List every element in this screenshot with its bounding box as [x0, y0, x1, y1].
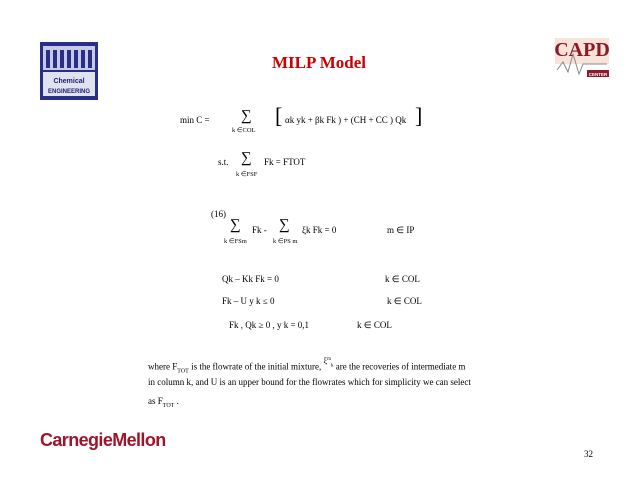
explanation-text: where F [148, 361, 178, 372]
xi-symbol: $\xi^m_k$ [323, 356, 334, 369]
st-body: Fk = FTOT [264, 157, 306, 167]
eq16-sum2-index: k ∈PS m [273, 238, 298, 245]
constraint-3-condition: k ∈ COL [357, 320, 392, 330]
objective-sum-symbol: ∑ [241, 108, 252, 124]
st-sum-index: k ∈FSF [236, 171, 258, 178]
objective-right-bracket: ] [415, 103, 423, 128]
svg-text:ENGINEERING: ENGINEERING [47, 89, 91, 95]
explanation-text: is the flowrate of the initial mixture, [188, 361, 322, 372]
explanation-subscript: TOT [162, 402, 175, 409]
st-prefix: s.t. [218, 157, 229, 167]
eq16-sum1-symbol: ∑ [230, 217, 241, 233]
objective-sum-index: k ∈COL [232, 127, 256, 134]
eq16-sum2-symbol: ∑ [279, 217, 290, 233]
explanation-text: as F [148, 396, 163, 406]
slide-title: MILP Model [272, 53, 366, 72]
st-sum-symbol: ∑ [241, 150, 252, 166]
explanation-text: . [176, 396, 179, 406]
constraint-1: Qk – Kk Fk = 0 [222, 274, 279, 284]
objective-prefix: min C = [180, 115, 210, 125]
svg-text:CAPD: CAPD [554, 39, 610, 61]
constraint-1-condition: k ∈ COL [385, 274, 420, 284]
objective-left-bracket: [ [275, 103, 283, 128]
svg-text:CENTER: CENTER [588, 72, 608, 77]
page-number: 32 [584, 449, 593, 459]
eq16-condition: m ∈ IP [387, 225, 415, 235]
explanation-line-3 [148, 393, 179, 415]
eq16-sum1-index: k ∈FSm [224, 238, 247, 245]
constraint-2-condition: k ∈ COL [387, 296, 422, 306]
carnegie-mellon-logo: CarnegieMellon [40, 430, 166, 450]
eq16-sum2-body: ξk Fk = 0 [302, 225, 337, 235]
explanation-text: are the recoveries of intermediate m [335, 361, 466, 372]
explanation-line-2: in column k, and U is an upper bound for the flowrates which for simplicity we can select [148, 377, 471, 387]
constraint-3: Fk , Qk ≥ 0 , y k = 0,1 [229, 320, 310, 330]
explanation-subscript: TOT [177, 368, 189, 375]
eq16-sum1-body: Fk - [252, 225, 267, 235]
eq16-label: (16) [211, 209, 226, 219]
svg-text:Chemical: Chemical [53, 78, 85, 85]
constraint-2: Fk – U y k ≤ 0 [222, 296, 275, 306]
objective-body: αk yk + βk Fk ) + (CH + CC ) Qk [285, 115, 407, 125]
